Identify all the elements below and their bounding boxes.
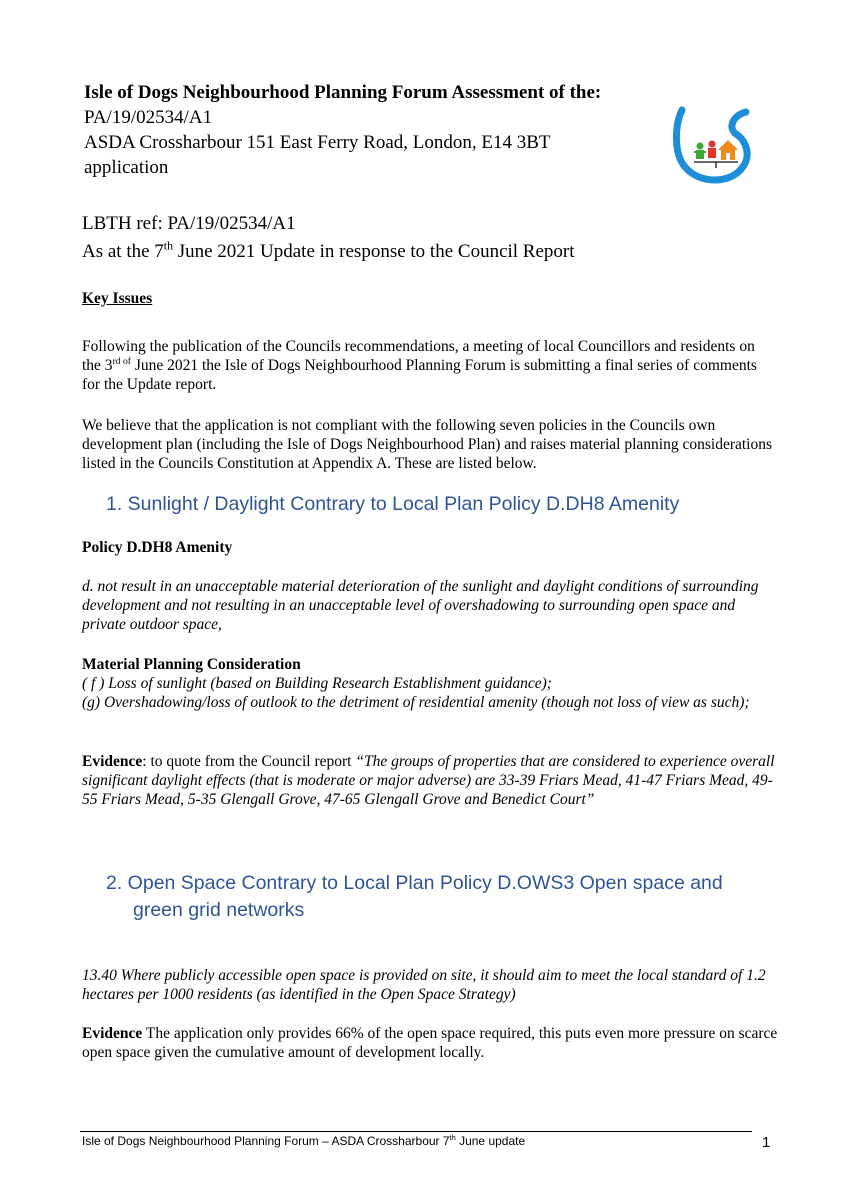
key-issues-heading: Key Issues bbox=[82, 290, 153, 307]
mpc-item-g: (g) Overshadowing/loss of outlook to the detriment of residential amenity (though not loss of view as such); bbox=[82, 694, 750, 711]
lbth-ref: LBTH ref: PA/19/02534/A1 bbox=[82, 213, 296, 234]
section-2-evidence bbox=[82, 1024, 782, 1062]
section-2-heading bbox=[106, 870, 786, 924]
evidence-label: Evidence bbox=[82, 753, 143, 770]
page-number: 1 bbox=[762, 1134, 771, 1151]
update-post: June 2021 Update in response to the Council Report bbox=[172, 241, 575, 262]
evidence-text-2: The application only provides 66% of the open space required, this puts even more pressure on scarce open space given the cumulative amount of development locally. bbox=[82, 1025, 778, 1061]
intro-paragraph-1 bbox=[82, 337, 772, 394]
footer-divider bbox=[80, 1131, 752, 1132]
section-1-policy-label: Policy D.DH8 Amenity bbox=[82, 539, 233, 556]
intro-paragraph-2: We believe that the application is not compliant with the following seven policies in the Councils own development plan (including the Isle of Dogs Neighbourhood Plan) and raises material planning considerations listed in the Councils Constitution at Appendix A. These are listed below. bbox=[82, 417, 773, 472]
section-1-policy-text: d. not result in an unacceptable material deterioration of the sunlight and daylight conditions of surrounding development and not resulting in an unacceptable level of overshadowing to surrounding open space and private outdoor space, bbox=[82, 578, 759, 633]
update-sup: th bbox=[163, 239, 173, 253]
footer-pre: Isle of Dogs Neighbourhood Planning Forum – ASDA Crossharbour 7 bbox=[82, 1134, 450, 1148]
footer-sup: th bbox=[449, 1133, 456, 1142]
section-2-policy-text: 13.40 Where publicly accessible open space is provided on site, it should aim to meet the local standard of 1.2 hectares per 1000 residents (as identified in the Open Space Strategy) bbox=[82, 967, 766, 1003]
footer-post: June update bbox=[455, 1134, 526, 1148]
forum-logo-icon bbox=[672, 106, 760, 190]
title-line-4: application bbox=[84, 157, 169, 178]
section-1-evidence bbox=[82, 752, 782, 809]
section-2-heading-line-1: 2. Open Space Contrary to Local Plan Policy D.OWS3 Open space and bbox=[106, 872, 723, 894]
title-line-3: ASDA Crossharbour 151 East Ferry Road, London, E14 3BT bbox=[84, 132, 551, 153]
title-line-2: PA/19/02534/A1 bbox=[84, 107, 213, 128]
reference-block bbox=[82, 210, 575, 266]
update-pre: As at the 7 bbox=[82, 241, 164, 262]
page-footer bbox=[82, 1134, 525, 1148]
section-1-material-consideration bbox=[82, 655, 782, 712]
update-line bbox=[82, 238, 575, 266]
p1-pre: Following the publication of the Councils recommendations, a meeting of local Councillors and residents on the 3 bbox=[82, 338, 755, 374]
evidence-quote: “The groups of properties that are considered to experience overall significant daylight effects (that is moderate or major adverse) are 33-39 Friars Mead, 41-47 Friars Mead, 49-55 Friars Mead, 5-35 Glengall Grove, 47-65 Glengall Grove and Benedict Court” bbox=[82, 753, 775, 808]
document-title bbox=[84, 80, 684, 180]
section-2-heading-line-2: green grid networks bbox=[133, 899, 305, 921]
section-1-heading: 1. Sunlight / Daylight Contrary to Local Plan Policy D.DH8 Amenity bbox=[106, 493, 680, 515]
mpc-item-f: ( f ) Loss of sunlight (based on Building Research Establishment guidance); bbox=[82, 675, 552, 692]
evidence-intro: : to quote from the Council report bbox=[142, 753, 356, 770]
title-line-1: Isle of Dogs Neighbourhood Planning Forum Assessment of the: bbox=[84, 82, 602, 103]
p1-post: June 2021 the Isle of Dogs Neighbourhood Planning Forum is submitting a final series of comments for the Update report. bbox=[82, 357, 757, 393]
evidence-label-2: Evidence bbox=[82, 1025, 143, 1042]
mpc-label: Material Planning Consideration bbox=[82, 656, 301, 673]
p1-sup: rd of bbox=[112, 355, 131, 367]
